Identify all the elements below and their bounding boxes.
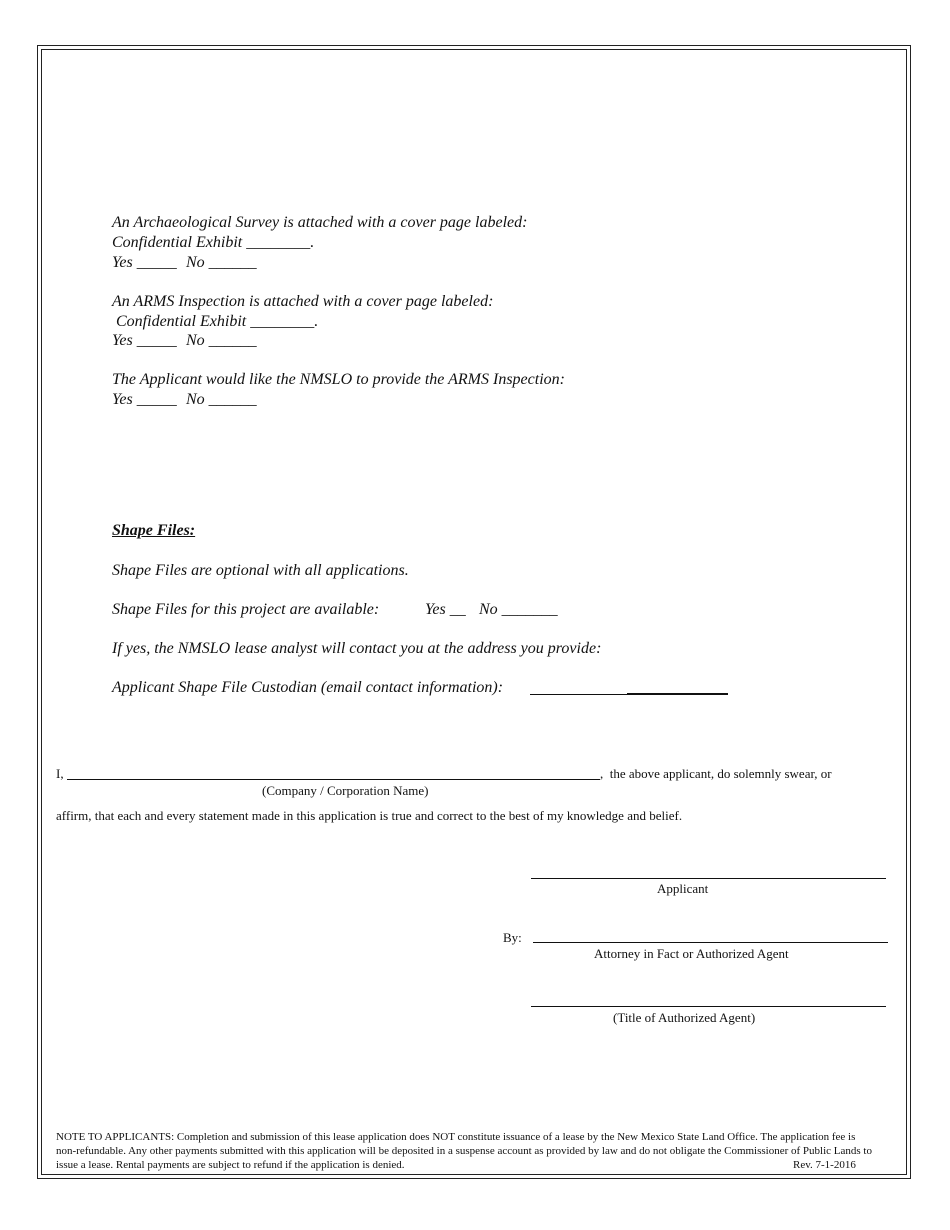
nmslo-arms-no-field[interactable]: No ______ [186,391,257,408]
archaeological-confidential-exhibit[interactable]: Confidential Exhibit ________. [112,234,315,251]
shape-file-custodian-line-bold [627,693,728,695]
note-to-applicants: NOTE TO APPLICANTS: Completion and submission of this lease application does NOT constitute issuance of a lease by the New Mexico State Land Office. The application fee is non-refundable. Any other payments submitted with this application will be deposited in a suspense account as provided by law and do not obligate the Commissioner of Public Lands to issue a lease. Rental payments are subject to refund if the application is denied. [56,1131,872,1171]
shape-files-available-question: Shape Files for this project are available: [112,601,380,618]
shape-file-custodian-label: Applicant Shape File Custodian (email contact information): [112,679,504,696]
applicant-signature-line[interactable] [531,878,886,879]
nmslo-arms-yes-field[interactable]: Yes _____ [112,391,177,408]
arms-no-field[interactable]: No ______ [186,332,257,349]
shape-files-contact-text: If yes, the NMSLO lease analyst will contact you at the address you provide: [112,640,602,657]
attorney-caption: Attorney in Fact or Authorized Agent [594,946,789,961]
applicant-caption: Applicant [657,881,709,896]
arms-confidential-exhibit[interactable]: Confidential Exhibit ________. [112,313,319,330]
by-label: By: [503,930,522,945]
archaeological-yes-field[interactable]: Yes _____ [112,254,177,271]
nmslo-arms-question: The Applicant would like the NMSLO to provide the ARMS Inspection: [112,371,565,388]
arms-yes-field[interactable]: Yes _____ [112,332,177,349]
affirmation-prefix: I, [56,766,64,781]
shape-files-yes-field[interactable]: Yes __ [425,601,466,618]
archaeological-survey-question: An Archaeological Survey is attached with a cover page labeled: [112,214,528,231]
arms-inspection-question: An ARMS Inspection is attached with a cover page labeled: [112,293,494,310]
company-name-line[interactable] [67,779,600,780]
attorney-signature-line[interactable] [533,942,888,943]
revision-date: Rev. 7-1-2016 [793,1159,856,1171]
company-name-caption: (Company / Corporation Name) [262,783,429,798]
agent-title-line[interactable] [531,1006,886,1007]
archaeological-no-field[interactable]: No ______ [186,254,257,271]
affirmation-suffix: , the above applicant, do solemnly swear, or [600,766,832,781]
shape-files-heading: Shape Files: [112,522,196,539]
affirmation-statement: affirm, that each and every statement made in this application is true and correct to the best of my knowledge and belief. [56,808,683,823]
agent-title-caption: (Title of Authorized Agent) [613,1010,756,1025]
shape-files-optional-text: Shape Files are optional with all applications. [112,562,409,579]
shape-files-no-field[interactable]: No _______ [479,601,558,618]
